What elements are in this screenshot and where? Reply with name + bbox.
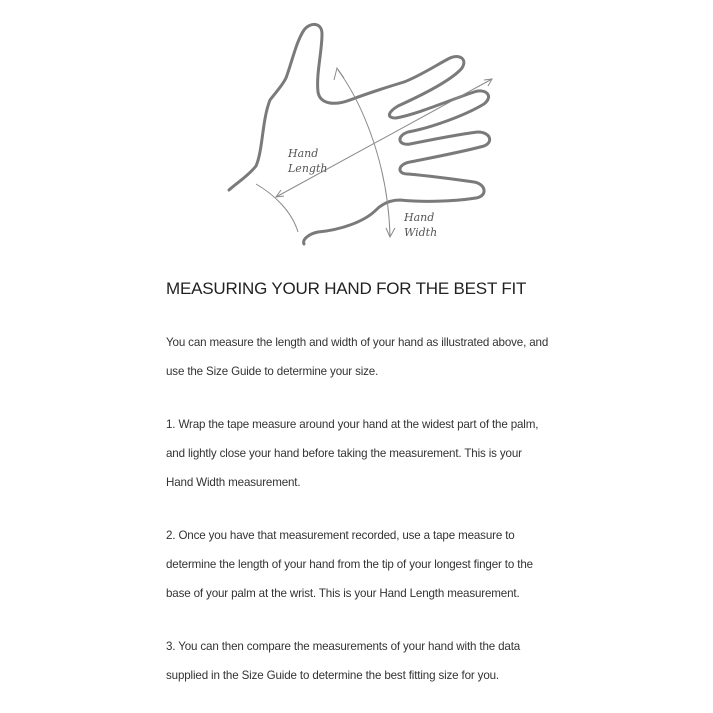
hand-outline — [229, 24, 490, 244]
paragraph-line: determine the length of your hand from the tip of your longest finger to the — [166, 558, 533, 571]
hand-length-label-line1: Hand — [288, 147, 319, 160]
paragraph-line: You can measure the length and width of your hand as illustrated above, and — [166, 336, 549, 349]
paragraph-line: 1. Wrap the tape measure around your hand at the widest part of the palm, — [166, 418, 539, 431]
intro-paragraph — [166, 328, 586, 386]
hand-length-label-line2: Length — [288, 162, 328, 175]
paragraph-line: base of your palm at the wrist. This is your Hand Length measurement. — [166, 587, 520, 600]
hand-width-label-line2: Width — [404, 226, 438, 239]
paragraph-line: 3. You can then compare the measurements of your hand with the data — [166, 640, 521, 653]
paragraph-line: and lightly close your hand before taking the measurement. This is your — [166, 447, 522, 460]
paragraph-line: 2. Once you have that measurement recorded, use a tape measure to — [166, 529, 515, 542]
step-2-paragraph — [166, 521, 586, 608]
hand-width-label-line1: Hand — [404, 211, 435, 224]
wrist-curve — [256, 184, 298, 232]
paragraph-line: use the Size Guide to determine your size. — [166, 365, 379, 378]
paragraph-line: supplied in the Size Guide to determine the best fitting size for you. — [166, 669, 499, 682]
paragraph-line: Hand Width measurement. — [166, 476, 301, 489]
hand-measurement-illustration — [0, 0, 713, 260]
page-title: MEASURING YOUR HAND FOR THE BEST FIT — [166, 279, 527, 298]
step-1-paragraph — [166, 410, 586, 497]
step-3-paragraph — [166, 632, 586, 690]
